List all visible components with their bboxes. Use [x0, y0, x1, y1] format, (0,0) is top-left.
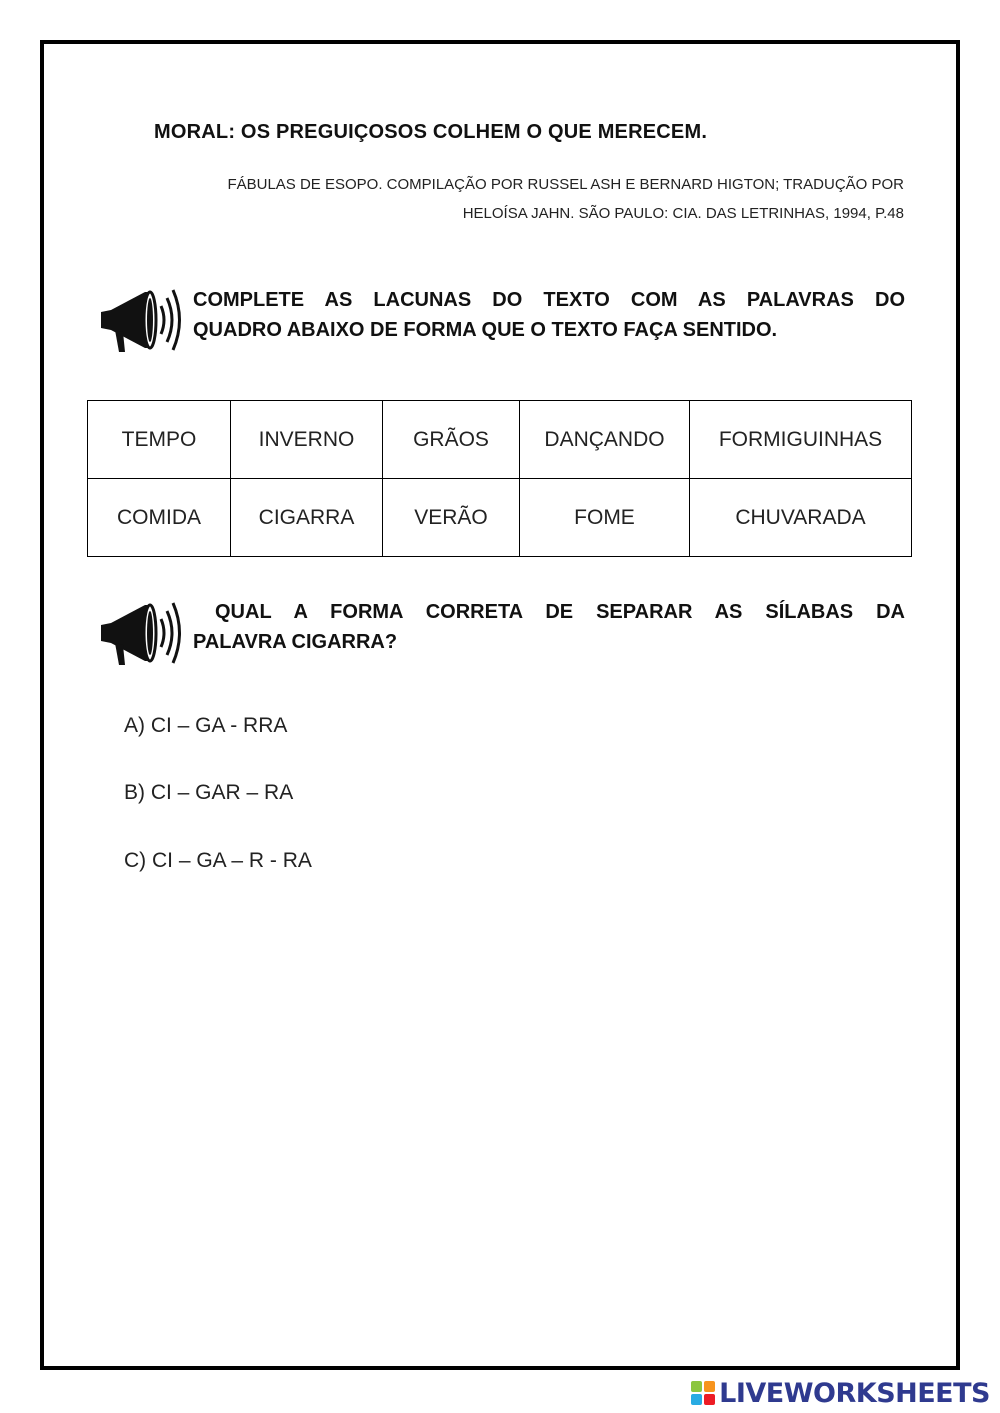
- brand-name: LIVEWORKSHEETS: [719, 1377, 990, 1409]
- word-bank-row: [88, 401, 912, 479]
- word-bank-row: [88, 479, 912, 557]
- citation: [124, 170, 904, 228]
- liveworksheets-logo-icon: [691, 1381, 715, 1405]
- answer-option-c[interactable]: C) CI – GA – R - RA: [124, 849, 312, 872]
- citation-line-2: HELOÍSA JAHN. SÃO PAULO: CIA. DAS LETRINHAS, 1994, P.48: [462, 205, 904, 222]
- megaphone-icon: [93, 597, 185, 669]
- word-cell: INVERNO: [231, 401, 383, 479]
- liveworksheets-brand[interactable]: [691, 1376, 990, 1410]
- word-cell: DANÇANDO: [520, 401, 690, 479]
- word-cell: COMIDA: [88, 479, 231, 557]
- word-cell: TEMPO: [88, 401, 231, 479]
- answer-option-a[interactable]: A) CI – GA - RRA: [124, 714, 288, 737]
- instruction-2-line-1: QUAL A FORMA CORRETA DE SEPARAR AS SÍLABAS DA: [215, 601, 905, 623]
- word-cell: CIGARRA: [231, 479, 383, 557]
- instruction-2-line-2: PALAVRA CIGARRA?: [193, 631, 398, 653]
- worksheet-frame: [40, 40, 960, 1370]
- moral-heading: MORAL: OS PREGUIÇOSOS COLHEM O QUE MERECEM.: [154, 121, 708, 143]
- word-cell: GRÃOS: [383, 401, 520, 479]
- instruction-1-line-1: COMPLETE AS LACUNAS DO TEXTO COM AS PALAVRAS DO: [193, 289, 905, 311]
- instruction-syllable-question: [193, 597, 905, 657]
- citation-line-1: FÁBULAS DE ESOPO. COMPILAÇÃO POR RUSSEL ASH E BERNARD HIGTON; TRADUÇÃO POR: [227, 176, 904, 193]
- word-cell: FORMIGUINHAS: [690, 401, 912, 479]
- answer-option-b[interactable]: B) CI – GAR – RA: [124, 781, 294, 804]
- instruction-1-line-2: QUADRO ABAIXO DE FORMA QUE O TEXTO FAÇA SENTIDO.: [193, 319, 778, 341]
- instruction-complete-gaps: [193, 285, 905, 345]
- word-bank-table: [87, 400, 912, 557]
- word-cell: VERÃO: [383, 479, 520, 557]
- word-cell: CHUVARADA: [690, 479, 912, 557]
- megaphone-icon: [93, 284, 185, 356]
- word-cell: FOME: [520, 479, 690, 557]
